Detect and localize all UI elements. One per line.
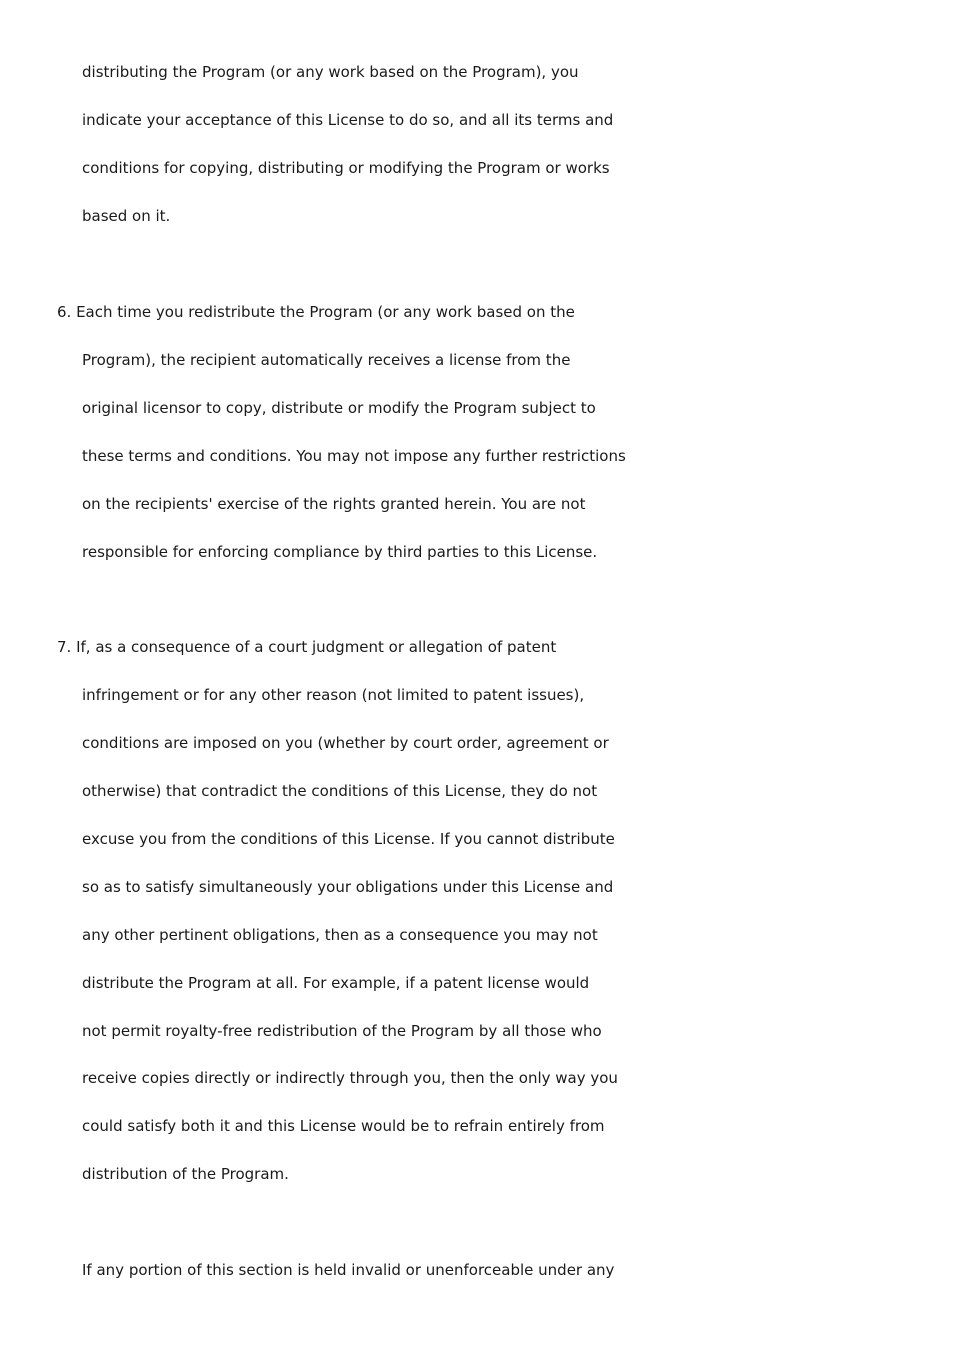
text-line: distribute the Program at all. For example, if a patent license would xyxy=(82,974,590,992)
text-line: based on it. xyxy=(82,207,171,225)
section-heading-line: 6. Each time you redistribute the Program (or any work based on the xyxy=(57,303,575,321)
text-line: receive copies directly or indirectly through you, then the only way you xyxy=(82,1069,618,1087)
text-line: conditions are imposed on you (whether by court order, agreement or xyxy=(82,734,609,752)
text-line: otherwise) that contradict the conditions of this License, they do not xyxy=(82,782,598,800)
text-line: distributing the Program (or any work based on the Program), you xyxy=(82,63,579,81)
text-line: distribution of the Program. xyxy=(82,1165,289,1183)
text-line: If any portion of this section is held invalid or unenforceable under any xyxy=(82,1261,615,1279)
text-line: original licensor to copy, distribute or modify the Program subject to xyxy=(82,399,596,417)
section-heading-line: 7. If, as a consequence of a court judgment or allegation of patent xyxy=(57,638,557,656)
text-line: not permit royalty-free redistribution of the Program by all those who xyxy=(82,1022,602,1040)
text-line: responsible for enforcing compliance by third parties to this License. xyxy=(82,543,598,561)
text-line: so as to satisfy simultaneously your obligations under this License and xyxy=(82,878,614,896)
text-line: any other pertinent obligations, then as a consequence you may not xyxy=(82,926,598,944)
text-line: these terms and conditions. You may not impose any further restrictions xyxy=(82,447,626,465)
text-line: on the recipients' exercise of the rights granted herein. You are not xyxy=(82,495,586,513)
text-line: could satisfy both it and this License would be to refrain entirely from xyxy=(82,1117,605,1135)
text-line: conditions for copying, distributing or modifying the Program or works xyxy=(82,159,610,177)
text-line: infringement or for any other reason (not limited to patent issues), xyxy=(82,686,585,704)
text-line: indicate your acceptance of this License to do so, and all its terms and xyxy=(82,111,614,129)
text-line: Program), the recipient automatically receives a license from the xyxy=(82,351,571,369)
text-line: excuse you from the conditions of this License. If you cannot distribute xyxy=(82,830,615,848)
